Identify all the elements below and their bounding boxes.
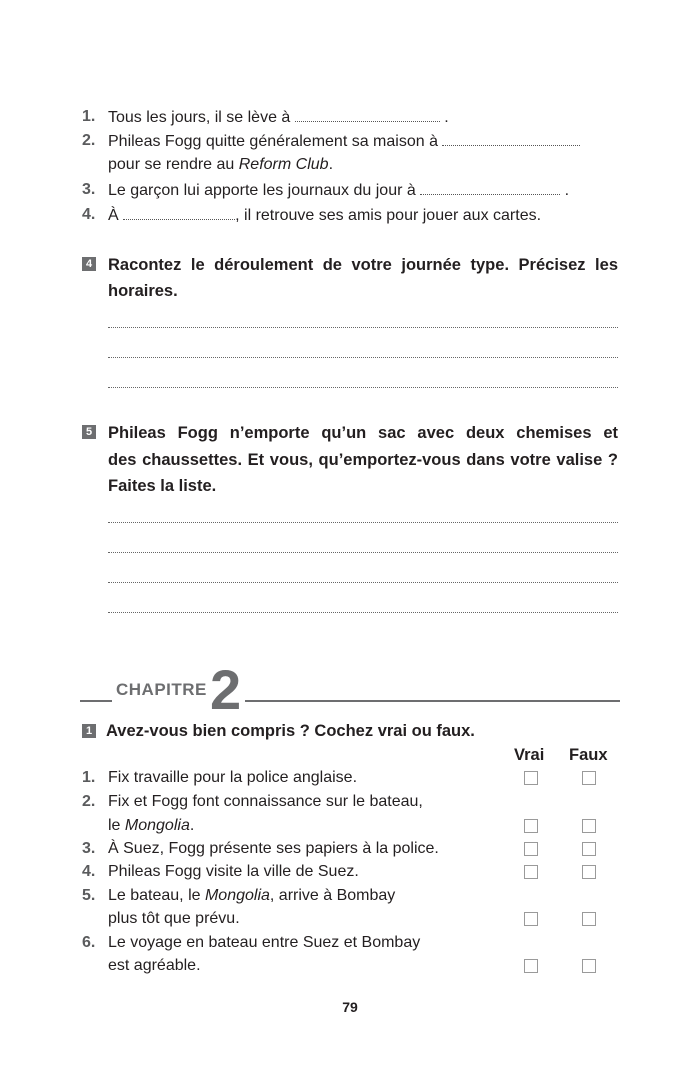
answer-blank[interactable] — [295, 107, 440, 122]
item-number: 2. — [82, 132, 96, 149]
answer-blank[interactable] — [420, 180, 560, 195]
item-number: 1. — [82, 769, 96, 786]
answer-blank[interactable] — [123, 205, 235, 220]
text: Le bateau, le — [108, 887, 205, 904]
statement-text: est agréable. — [108, 957, 201, 974]
item-number: 3. — [82, 181, 96, 198]
answer-line[interactable] — [108, 552, 618, 553]
answer-blank[interactable] — [442, 131, 580, 146]
text: le — [108, 817, 125, 834]
item-number: 4. — [82, 206, 96, 223]
item-number: 1. — [82, 108, 96, 125]
checkbox-true[interactable] — [524, 819, 538, 833]
item-number: 4. — [82, 863, 96, 880]
chapter-number: 2 — [210, 658, 242, 721]
statement-text: Fix travaille pour la police anglaise. — [108, 769, 358, 786]
checkbox-true[interactable] — [524, 912, 538, 926]
exercise-heading: horaires. — [108, 282, 178, 300]
column-header-false: Faux — [569, 746, 608, 764]
answer-line[interactable] — [108, 612, 618, 613]
text-italic: Mongolia — [204, 887, 270, 904]
answer-line[interactable] — [108, 522, 618, 523]
item-number: 5. — [82, 887, 96, 904]
statement-text: Fix et Fogg font connaissance sur le bateau, — [108, 793, 423, 810]
item-text: . — [439, 109, 449, 126]
checkbox-false[interactable] — [582, 912, 596, 926]
exercise-heading: des chaussettes. Et vous, qu’emportez-vous dans votre valise ? — [108, 451, 618, 469]
statement-text: plus tôt que prévu. — [108, 910, 240, 927]
checkbox-true[interactable] — [524, 842, 538, 856]
exercise-heading: Avez-vous bien compris ? Cochez vrai ou faux. — [106, 722, 475, 740]
exercise-badge: 5 — [82, 425, 96, 439]
item-text: pour se rendre au — [108, 156, 239, 173]
answer-line[interactable] — [108, 357, 618, 358]
item-number: 2. — [82, 793, 96, 810]
exercise-badge: 4 — [82, 257, 96, 271]
exercise-heading: Phileas Fogg n’emporte qu’un sac avec deux chemises et — [108, 424, 618, 442]
item-text: Tous les jours, il se lève à — [108, 109, 295, 126]
item-text: . — [560, 182, 570, 199]
page-number: 79 — [342, 999, 358, 1015]
checkbox-true[interactable] — [524, 865, 538, 879]
statement-text: Phileas Fogg visite la ville de Suez. — [108, 863, 359, 880]
statement-text — [108, 816, 194, 836]
text: , arrive à Bombay — [269, 887, 396, 904]
checkbox-false[interactable] — [582, 959, 596, 973]
item-text: . — [328, 156, 334, 173]
chapter-rule-right — [245, 700, 620, 702]
item-text: Le garçon lui apporte les journaux du jour à — [108, 182, 421, 199]
item-number: 3. — [82, 840, 96, 857]
item-number: 6. — [82, 934, 96, 951]
checkbox-false[interactable] — [582, 771, 596, 785]
text-italic: Mongolia — [124, 817, 190, 834]
checkbox-false[interactable] — [582, 819, 596, 833]
chapter-rule-left — [80, 700, 112, 702]
checkbox-true[interactable] — [524, 959, 538, 973]
item-text: Phileas Fogg quitte généralement sa maison à — [108, 133, 443, 150]
fill-in-item — [108, 107, 449, 128]
answer-line[interactable] — [108, 387, 618, 388]
statement-text — [108, 886, 395, 906]
answer-line[interactable] — [108, 327, 618, 328]
exercise-badge: 1 — [82, 724, 96, 738]
fill-in-item — [108, 205, 541, 226]
fill-in-item — [108, 131, 580, 152]
chapter-label: CHAPITRE — [116, 680, 207, 699]
answer-line[interactable] — [108, 582, 618, 583]
statement-text: À Suez, Fogg présente ses papiers à la police. — [108, 840, 439, 857]
fill-in-item-continuation — [108, 155, 333, 175]
checkbox-false[interactable] — [582, 865, 596, 879]
text: . — [189, 817, 195, 834]
checkbox-false[interactable] — [582, 842, 596, 856]
column-header-true: Vrai — [514, 746, 545, 764]
exercise-heading: Racontez le déroulement de votre journée type. Précisez les — [108, 256, 618, 274]
fill-in-item — [108, 180, 569, 201]
exercise-heading: Faites la liste. — [108, 477, 217, 495]
statement-text: Le voyage en bateau entre Suez et Bombay — [108, 934, 421, 951]
checkbox-true[interactable] — [524, 771, 538, 785]
item-text: À — [108, 207, 124, 224]
item-text-italic: Reform Club — [238, 156, 329, 173]
item-text: , il retrouve ses amis pour jouer aux cartes. — [235, 207, 542, 224]
